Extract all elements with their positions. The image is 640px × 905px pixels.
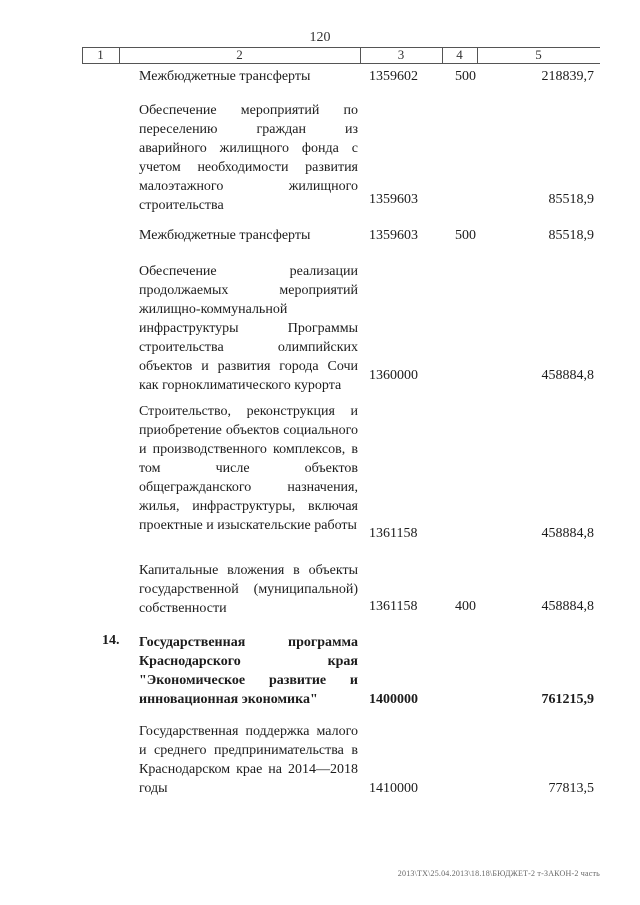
header-col-4: 4 bbox=[456, 47, 463, 62]
row-code: 1360000 bbox=[369, 368, 418, 383]
row-type: 500 bbox=[455, 69, 476, 84]
row-amount: 85518,9 bbox=[548, 192, 594, 207]
page-number: 120 bbox=[309, 30, 331, 45]
row-amount: 218839,7 bbox=[541, 69, 594, 84]
row-amount: 85518,9 bbox=[548, 228, 594, 243]
row-type: 400 bbox=[455, 599, 476, 614]
header-bottom-rule bbox=[82, 63, 600, 64]
row-description: Государственная программа Краснодарского края "Экономическое развитие и инновационная экономика" bbox=[139, 635, 358, 707]
row-amount: 761215,9 bbox=[541, 692, 594, 707]
row-description: Обеспечение реализации продолжаемых мероприятий жилищно-коммунальной инфраструктуры Программы строительства олимпийских объектов и развития города Сочи как горноклиматического курорта bbox=[139, 264, 358, 393]
row-description: Межбюджетные трансферты bbox=[139, 69, 311, 84]
row-amount: 458884,8 bbox=[541, 526, 594, 541]
row-amount: 77813,5 bbox=[548, 781, 594, 796]
row-description: Государственная поддержка малого и среднего предпринимательства в Краснодарском крае на 2014—2018 годы bbox=[139, 724, 358, 796]
row-description: Капитальные вложения в объекты государственной (муниципальной) собственности bbox=[139, 563, 358, 616]
row-code: 1359603 bbox=[369, 192, 418, 207]
header-col-2: 2 bbox=[236, 47, 243, 62]
row-code: 1410000 bbox=[369, 781, 418, 796]
row-description: Обеспечение мероприятий по переселению граждан из аварийного жилищного фонда с учетом необходимости развития малоэтажного жилищного строительства bbox=[139, 103, 358, 213]
row-amount: 458884,8 bbox=[541, 599, 594, 614]
row-type: 500 bbox=[455, 228, 476, 243]
row-code: 1359602 bbox=[369, 69, 418, 84]
row-code: 1359603 bbox=[369, 228, 418, 243]
document-footer: 2013\ТХ\25.04.2013\18.18\БЮДЖЕТ-2 т-ЗАКОН-2 часть bbox=[397, 869, 600, 878]
header-col-5: 5 bbox=[535, 47, 542, 62]
header-col-1: 1 bbox=[97, 47, 104, 62]
row-code: 1361158 bbox=[369, 599, 418, 614]
header-col-3: 3 bbox=[397, 47, 405, 62]
row-code: 1400000 bbox=[369, 692, 418, 707]
row-description: Строительство, реконструкция и приобретение объектов социального и производственного комплексов, в том числе объектов общегражданского назначения, жилья, инфраструктуры, включая проектные и изыскательские работы bbox=[139, 404, 358, 533]
row-description: Межбюджетные трансферты bbox=[139, 228, 311, 243]
row-code: 1361158 bbox=[369, 526, 418, 541]
row-number: 14. bbox=[102, 633, 120, 648]
row-amount: 458884,8 bbox=[541, 368, 594, 383]
